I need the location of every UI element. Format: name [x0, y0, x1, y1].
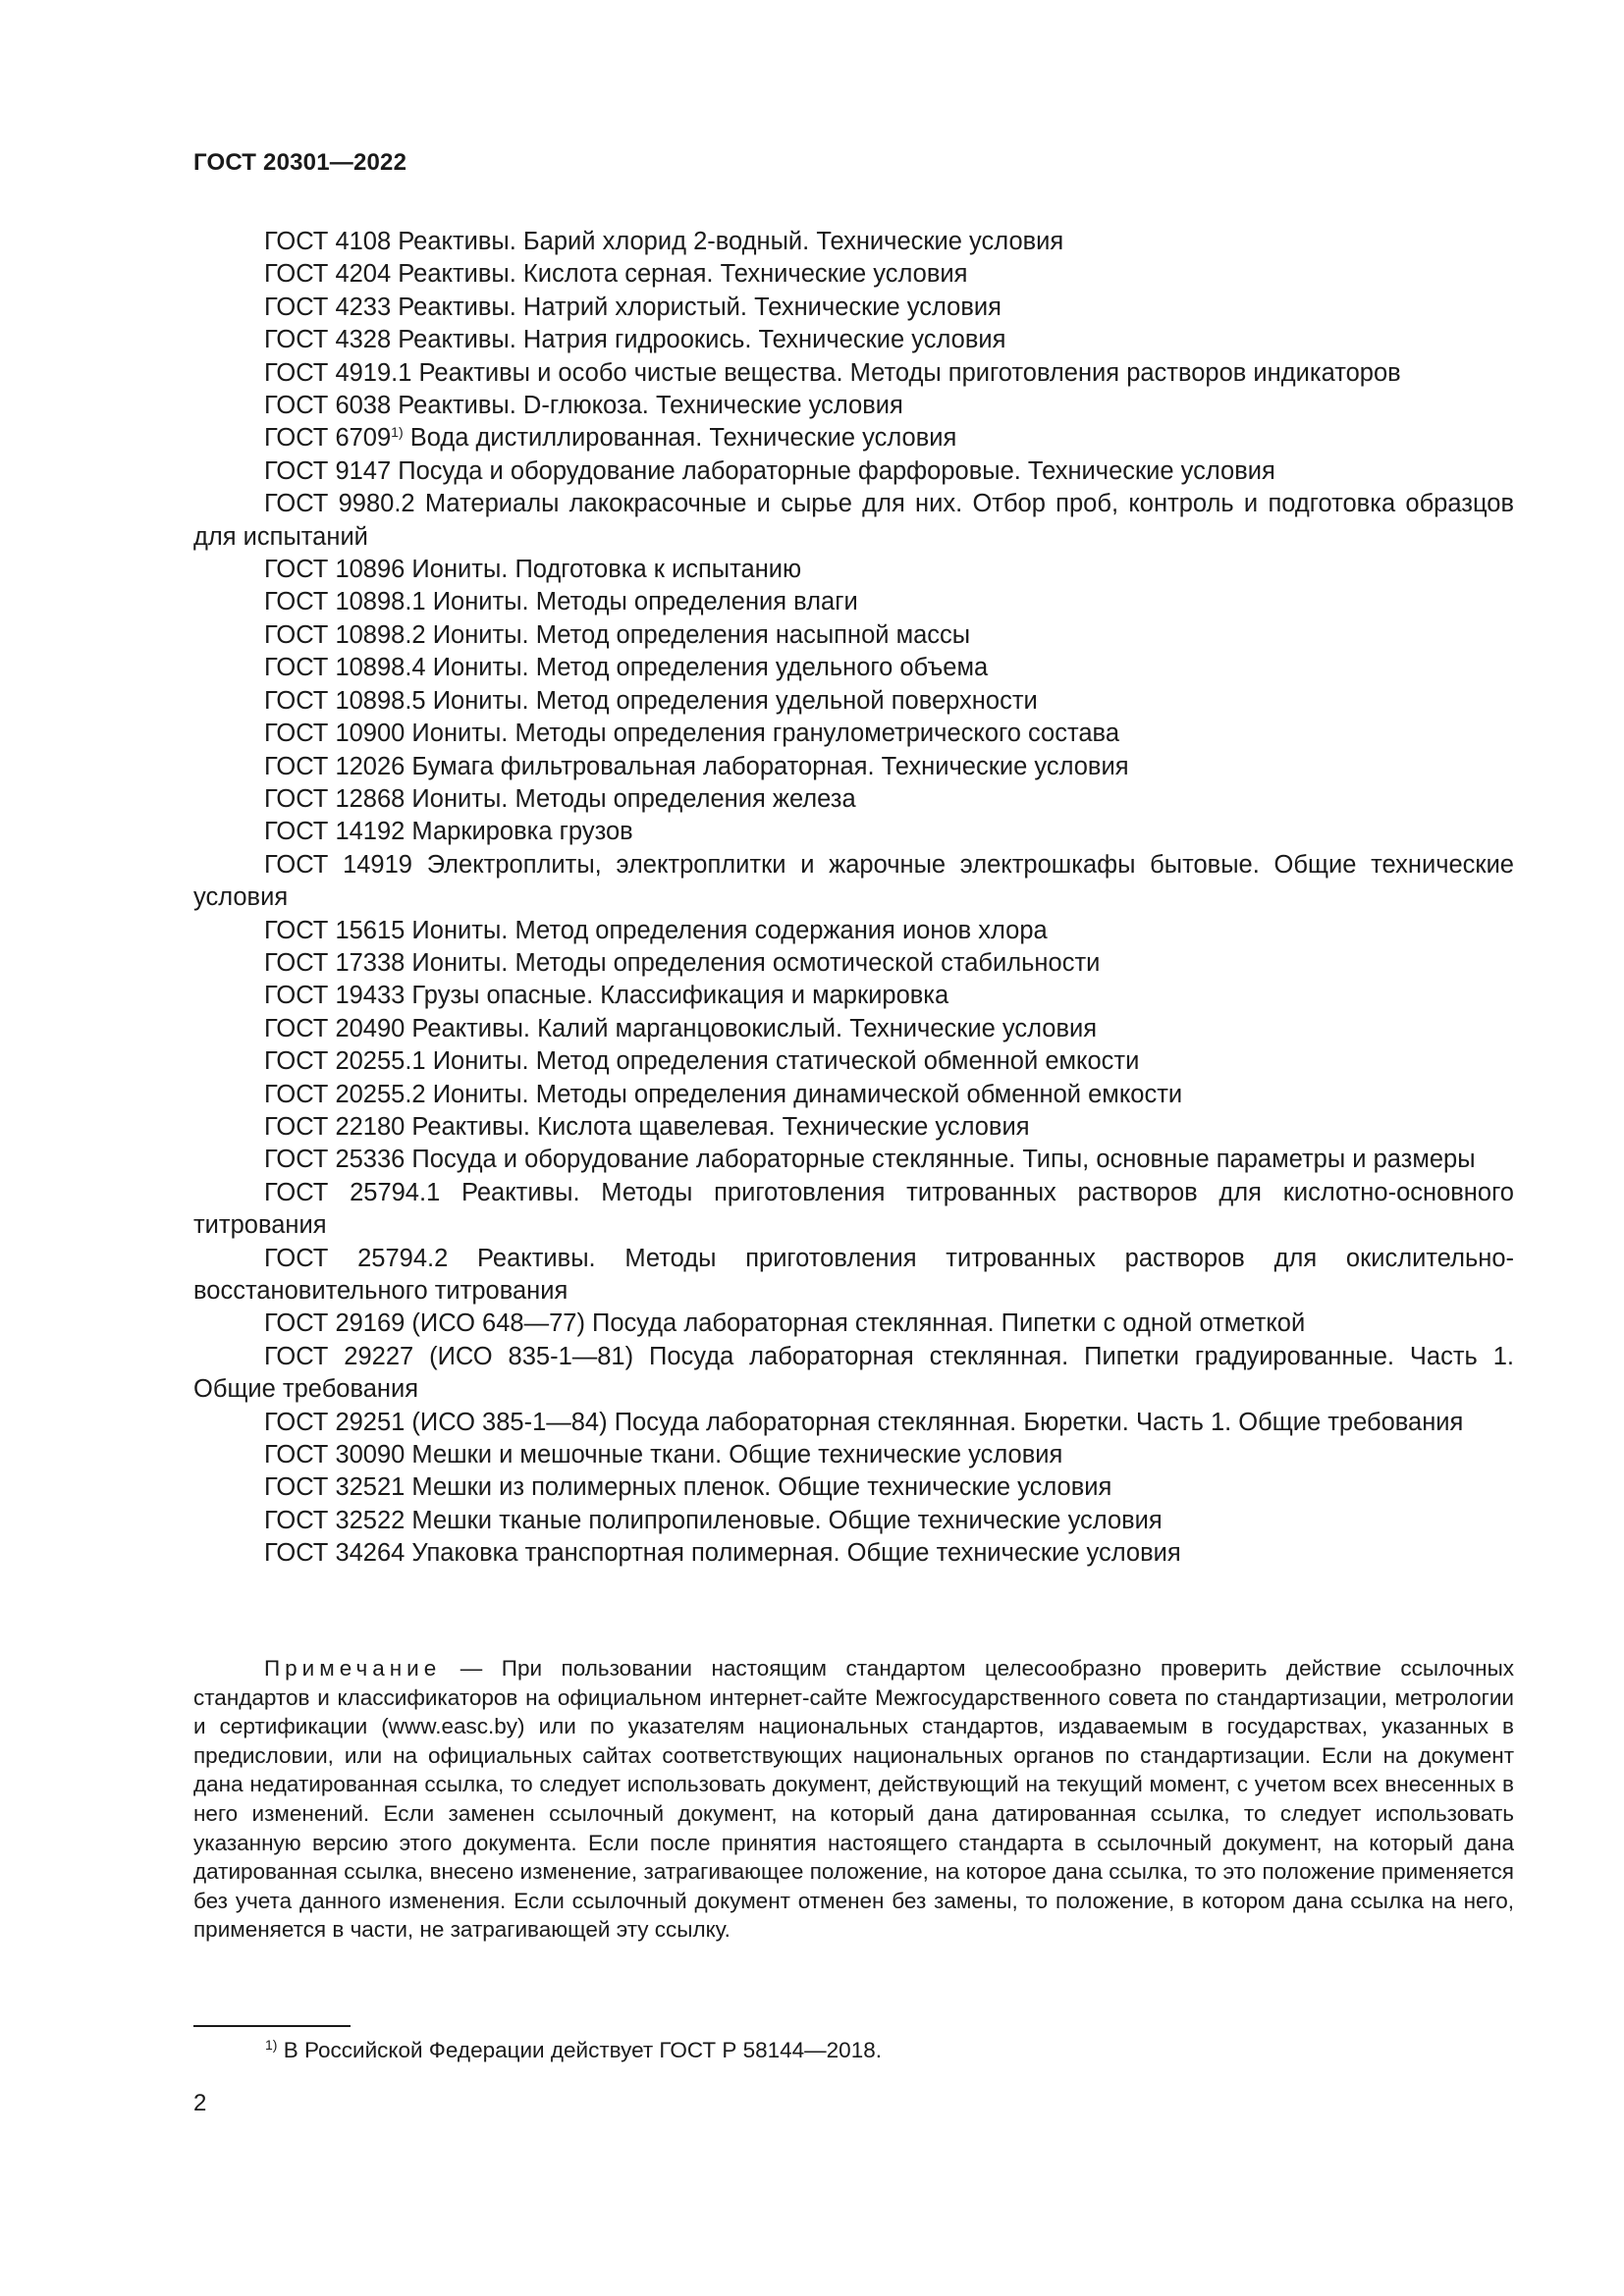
reference-item: ГОСТ 29227 (ИСО 835-1—81) Посуда лабораторная стеклянная. Пипетки градуированные. Часть 1. Общие требования	[193, 1342, 1514, 1404]
reference-item: ГОСТ 4919.1 Реактивы и особо чистые вещества. Методы приготовления растворов индикаторов	[264, 358, 1401, 387]
reference-code: ГОСТ 6709	[264, 424, 392, 453]
reference-item: ГОСТ 12868 Иониты. Методы определения железа	[264, 784, 856, 813]
reference-item: ГОСТ 25794.2 Реактивы. Методы приготовления титрованных растворов для окислительно-восстановительного титрования	[193, 1244, 1514, 1305]
footnote-text: В Российской Федерации действует ГОСТ Р 58144—2018.	[277, 2038, 882, 2062]
note-paragraph	[193, 1654, 1514, 1945]
reference-item: ГОСТ 12026 Бумага фильтровальная лабораторная. Технические условия	[264, 752, 1129, 780]
reference-item: ГОСТ 4233 Реактивы. Натрий хлористый. Технические условия	[264, 293, 1001, 321]
reference-item: ГОСТ 29169 (ИСО 648—77) Посуда лабораторная стеклянная. Пипетки с одной отметкой	[264, 1309, 1306, 1338]
reference-item: ГОСТ 22180 Реактивы. Кислота щавелевая. Технические условия	[264, 1112, 1030, 1141]
note-text: — При пользовании настоящим стандартом целесообразно проверить действие ссылочных стандартов и классификаторов на официальном интернет-сайте Межгосударственного совета по стандартизации, метрологии и сертификации (www.easc.by) или по указателям национальных стандартов, издаваемым в государствах, указанных в предисловии, или на официальных сайтах соответствующих национальных органов по стандартизации. Если на документ дана недатированная ссылка, то следует использовать документ, действующий на текущий момент, с учетом всех внесенных в него изменений. Если заменен ссылочный документ, на который дана датированная ссылка, то следует использовать указанную версию этого документа. Если после принятия настоящего стандарта в ссылочный документ, на который дана датированная ссылка, внесено изменение, затрагивающее положение, на которое дана ссылка, то это положение применяется без учета данного изменения. Если ссылочный документ отменен без замены, то положение, в котором дана ссылка на него, применяется в части, не затрагивающей эту ссылку.	[193, 1656, 1514, 1943]
footnote-marker: 1)	[391, 424, 404, 441]
reference-item: ГОСТ 9980.2 Материалы лакокрасочные и сырье для них. Отбор проб, контроль и подготовка образцов для испытаний	[193, 490, 1514, 551]
reference-item: ГОСТ 10896 Иониты. Подготовка к испытанию	[264, 556, 802, 584]
reference-item: ГОСТ 4204 Реактивы. Кислота серная. Технические условия	[264, 260, 968, 289]
reference-item: ГОСТ 17338 Иониты. Методы определения осмотической стабильности	[264, 948, 1101, 977]
reference-item: ГОСТ 4108 Реактивы. Барий хлорид 2-водный. Технические условия	[264, 228, 1064, 255]
normative-references-list	[193, 226, 1514, 1571]
footnote	[265, 2037, 882, 2064]
reference-item: ГОСТ 32522 Мешки тканые полипропиленовые. Общие технические условия	[264, 1506, 1163, 1534]
footnote-marker: 1)	[265, 2037, 278, 2053]
reference-item: ГОСТ 25336 Посуда и оборудование лабораторные стеклянные. Типы, основные параметры и размеры	[264, 1146, 1476, 1174]
reference-item: ГОСТ 20255.1 Иониты. Метод определения статической обменной емкости	[264, 1047, 1140, 1076]
reference-item: ГОСТ 14192 Маркировка грузов	[264, 818, 633, 846]
reference-item: ГОСТ 29251 (ИСО 385-1—84) Посуда лабораторная стеклянная. Бюретки. Часть 1. Общие требования	[264, 1408, 1464, 1436]
reference-item: ГОСТ 20490 Реактивы. Калий марганцовокислый. Технические условия	[264, 1014, 1098, 1042]
reference-item: ГОСТ 30090 Мешки и мешочные ткани. Общие технические условия	[264, 1441, 1063, 1469]
reference-item: ГОСТ 10898.2 Иониты. Метод определения насыпной массы	[264, 620, 971, 649]
reference-item: ГОСТ 15615 Иониты. Метод определения содержания ионов хлора	[264, 916, 1048, 944]
footnote-divider	[193, 2025, 351, 2027]
reference-item: ГОСТ 25794.1 Реактивы. Методы приготовления титрованных растворов для кислотно-основного титрования	[193, 1178, 1514, 1240]
reference-item: ГОСТ 10900 Иониты. Методы определения гранулометрического состава	[264, 720, 1119, 748]
reference-item: ГОСТ 10898.5 Иониты. Метод определения удельной поверхности	[264, 686, 1038, 715]
reference-item: ГОСТ 19433 Грузы опасные. Классификация и маркировка	[264, 982, 949, 1010]
reference-item: ГОСТ 9147 Посуда и оборудование лабораторные фарфоровые. Технические условия	[264, 456, 1275, 485]
reference-item: ГОСТ 34264 Упаковка транспортная полимерная. Общие технические условия	[264, 1539, 1181, 1568]
reference-title: Вода дистиллированная. Технические условия	[403, 424, 957, 453]
page-number: 2	[193, 2090, 207, 2116]
reference-item	[193, 422, 1514, 454]
reference-item: ГОСТ 32521 Мешки из полимерных пленок. Общие технические условия	[264, 1473, 1112, 1502]
reference-item: ГОСТ 10898.1 Иониты. Методы определения влаги	[264, 588, 858, 616]
reference-item: ГОСТ 10898.4 Иониты. Метод определения удельного объема	[264, 654, 989, 682]
note-label: Примечание	[264, 1656, 442, 1681]
reference-item: ГОСТ 20255.2 Иониты. Методы определения динамической обменной емкости	[264, 1080, 1183, 1108]
reference-item: ГОСТ 14919 Электроплиты, электроплитки и жарочные электрошкафы бытовые. Общие технические условия	[193, 850, 1514, 912]
document-header: ГОСТ 20301—2022	[193, 149, 407, 176]
reference-item: ГОСТ 4328 Реактивы. Натрия гидроокись. Технические условия	[264, 326, 1006, 354]
reference-item: ГОСТ 6038 Реактивы. D-глюкоза. Технические условия	[264, 392, 903, 420]
